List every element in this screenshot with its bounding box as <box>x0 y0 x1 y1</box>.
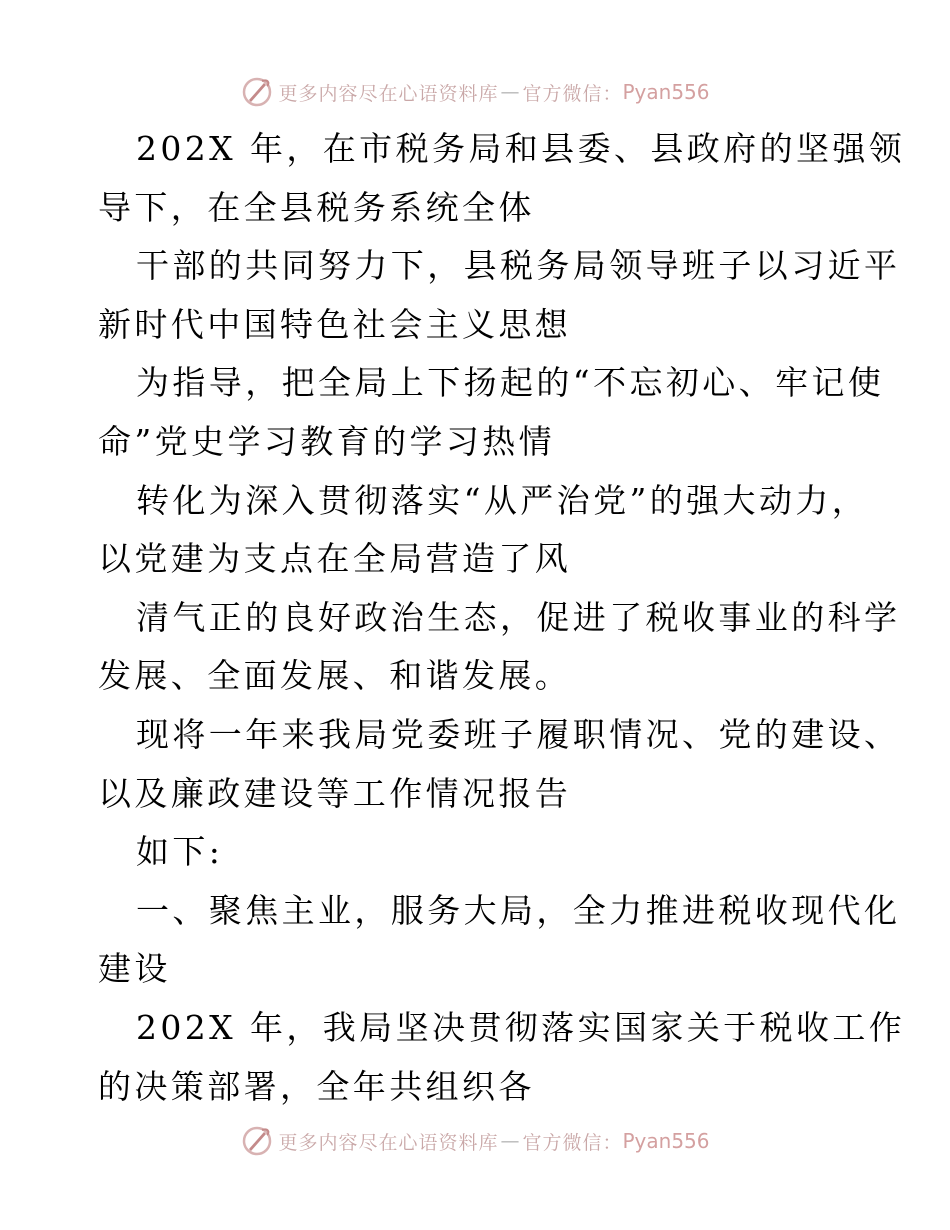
document-body <box>98 120 906 1116</box>
paragraph <box>98 120 906 237</box>
text-line: 导下，在全县税务系统全体 <box>98 187 535 227</box>
text-line: 清气正的良好政治生态，促进了税收事业的科学 <box>136 597 901 637</box>
text-line: 干部的共同努力下，县税务局领导班子以习近平 <box>136 246 901 286</box>
watermark-wechat-id: Pyan556 <box>622 1129 710 1153</box>
watermark-separator: — <box>500 1130 521 1152</box>
text-line: 以党建为支点在全局营造了风 <box>98 539 572 579</box>
text-line: 新时代中国特色社会主义思想 <box>98 304 572 344</box>
text-line: 现将一年来我局党委班子履职情况、党的建设、 <box>136 714 901 754</box>
text-line: 转化为深入贯彻落实“从严治党”的强大动力， <box>136 480 869 520</box>
text-line: 202X 年，我局坚决贯彻落实国家关于税收工作 <box>136 1007 906 1047</box>
header-watermark <box>0 72 950 112</box>
paragraph <box>98 472 869 589</box>
paragraph <box>98 589 901 706</box>
section-heading <box>98 882 901 999</box>
text-line: 的决策部署，全年共组织各 <box>98 1066 535 1106</box>
watermark-wechat-id: Pyan556 <box>622 80 710 104</box>
text-line: 以及廉政建设等工作情况报告 <box>98 773 572 813</box>
text-line: 为指导，把全局上下扬起的“不忘初心、牢记使 <box>136 363 885 403</box>
watermark-text: 更多内容尽在心语资料库 <box>278 1131 499 1154</box>
paragraph <box>98 823 858 882</box>
paragraph <box>98 999 906 1116</box>
watermark-official: 官方微信： <box>522 1131 623 1154</box>
footer-watermark <box>0 1121 950 1161</box>
text-line: 建设 <box>98 949 171 989</box>
watermark-official: 官方微信： <box>522 82 623 105</box>
text-line: 202X 年，在市税务局和县委、县政府的坚强领 <box>136 129 906 168</box>
quill-circle-logo-icon <box>240 75 274 109</box>
watermark-text: 更多内容尽在心语资料库 <box>278 82 499 105</box>
text-line: 一、聚焦主业，服务大局，全力推进税收现代化 <box>136 890 901 930</box>
paragraph <box>98 354 885 471</box>
paragraph <box>98 237 901 354</box>
watermark-separator: — <box>500 81 521 103</box>
paragraph <box>98 706 901 823</box>
quill-circle-logo-icon <box>240 1124 274 1158</box>
text-line: 发展、全面发展、和谐发展。 <box>98 656 572 696</box>
text-line: 如下: <box>136 832 224 872</box>
text-line: 命”党史学习教育的学习热情 <box>98 421 556 461</box>
